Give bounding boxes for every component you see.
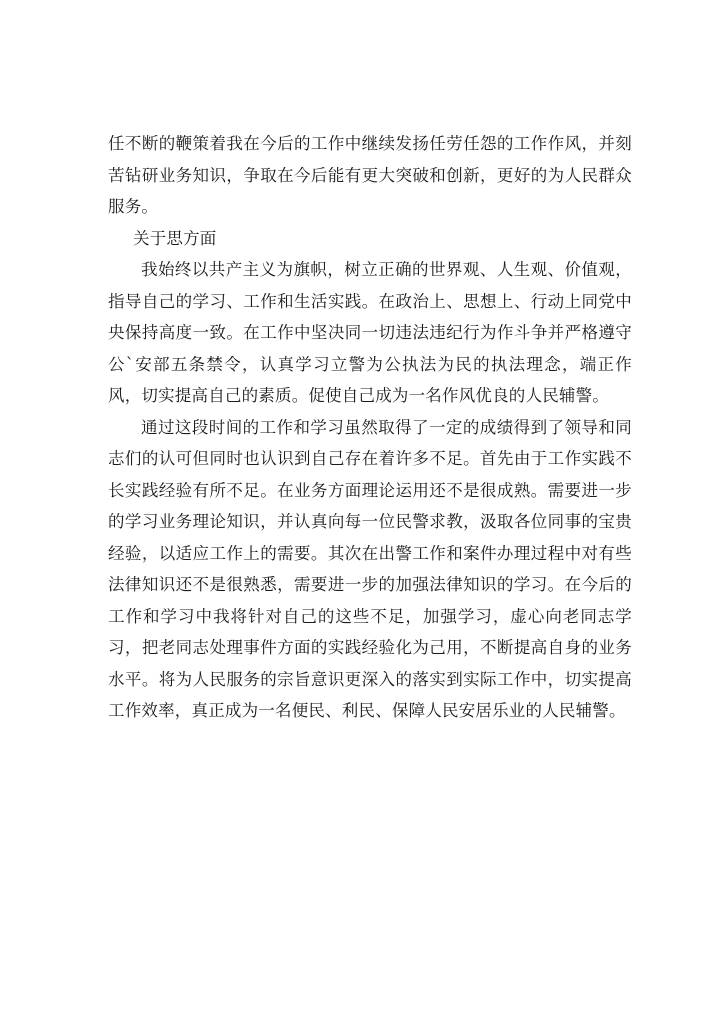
paragraph-self-assessment: 通过这段时间的工作和学习虽然取得了一定的成绩得到了领导和同志们的认可但同时也认识到自己存在着许多不足。首先由于工作实践不长实践经验有所不足。在业务方面理论运用还不是很成熟。需要进一步的学习业务理论知识，并认真向每一位民警求教，汲取各位同事的宝贵经验，以适应工作上的需要。其次在出警工作和案件办理过程中对有些法律知识还不是很熟悉，需要进一步的加强法律知识的学习。在今后的工作和学习中我将针对自己的这些不足，加强学习，虚心向老同志学习，把老同志处理事件方面的实践经验化为己用，不断提高自身的业务水平。将为人民服务的宗旨意识更深入的落实到实际工作中，切实提高工作效率，真正成为一名便民、利民、保障人民安居乐业的人民辅警。 [108,417,632,720]
section-heading: 关于思方面 [133,228,217,248]
paragraph-continuation: 任不断的鞭策着我在今后的工作中继续发扬任劳任怨的工作作风，并刻苦钻研业务知识，争取在今后能有更大突破和创新，更好的为人民群众服务。 [108,134,632,216]
document-body [108,128,632,727]
paragraph-ideology: 我始终以共产主义为旗帜，树立正确的世界观、人生观、价值观，指导自己的学习、工作和生活实践。在政治上、思想上、行动上同党中央保持高度一致。在工作中坚决同一切违法违纪行为作斗争并严格遵守公`安部五条禁令，认真学习立警为公执法为民的执法理念，端正作风，切实提高自己的素质。促使自己成为一名作风优良的人民辅警。 [108,260,632,405]
